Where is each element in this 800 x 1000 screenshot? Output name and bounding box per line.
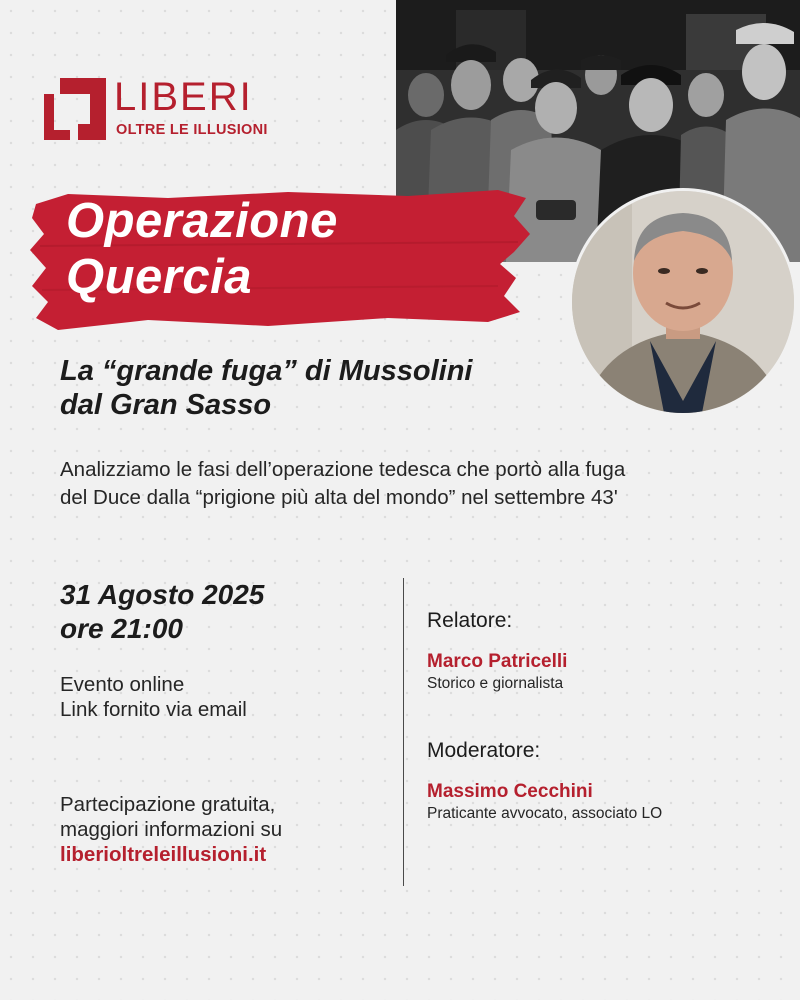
event-date: 31 Agosto 2025 xyxy=(60,579,265,610)
brand-tagline: OLTRE LE ILLUSIONI xyxy=(116,122,268,138)
website-link[interactable]: liberioltreleillusioni.it xyxy=(60,843,267,866)
speaker-portrait-illustration xyxy=(572,191,794,413)
participation-line-2: maggiori informazioni su xyxy=(60,818,283,841)
participation-line-1: Partecipazione gratuita, xyxy=(60,793,276,816)
location-line-1: Evento online xyxy=(60,673,185,696)
moderator-block xyxy=(427,738,777,824)
moderator-role-label: Moderatore: xyxy=(427,739,541,762)
subtitle-line-2: dal Gran Sasso xyxy=(60,389,272,421)
description-line-1: Analizziamo le fasi dell’operazione tedesca che portò alla fuga xyxy=(60,458,626,481)
event-details xyxy=(60,578,390,866)
people-section xyxy=(427,608,777,824)
brand-name: LIBERI xyxy=(114,75,253,119)
speaker-block xyxy=(427,608,777,694)
subtitle-line-1: La “grande fuga” di Mussolini xyxy=(60,355,473,387)
speaker-avatar xyxy=(569,188,797,416)
speaker-description: Storico e giornalista xyxy=(427,675,564,692)
title-line-2: Quercia xyxy=(66,250,252,304)
location-line-2: Link fornito via email xyxy=(60,698,247,721)
event-title xyxy=(66,193,338,305)
participation-info xyxy=(60,792,282,867)
speaker-name: Marco Patricelli xyxy=(427,651,568,672)
title-line-1: Operazione xyxy=(66,194,338,248)
moderator-name: Massimo Cecchini xyxy=(427,781,593,802)
speaker-role-label: Relatore: xyxy=(427,609,513,632)
event-description xyxy=(60,456,760,512)
logo-square-icon xyxy=(44,78,106,140)
column-divider xyxy=(403,578,404,886)
event-time: ore 21:00 xyxy=(60,613,183,644)
brand-logo xyxy=(44,75,284,142)
moderator-description: Praticante avvocato, associato LO xyxy=(427,805,663,822)
description-line-2: del Duce dalla “prigione più alta del mondo” nel settembre 43' xyxy=(60,486,618,509)
event-location xyxy=(60,672,247,722)
event-subtitle xyxy=(60,354,560,422)
